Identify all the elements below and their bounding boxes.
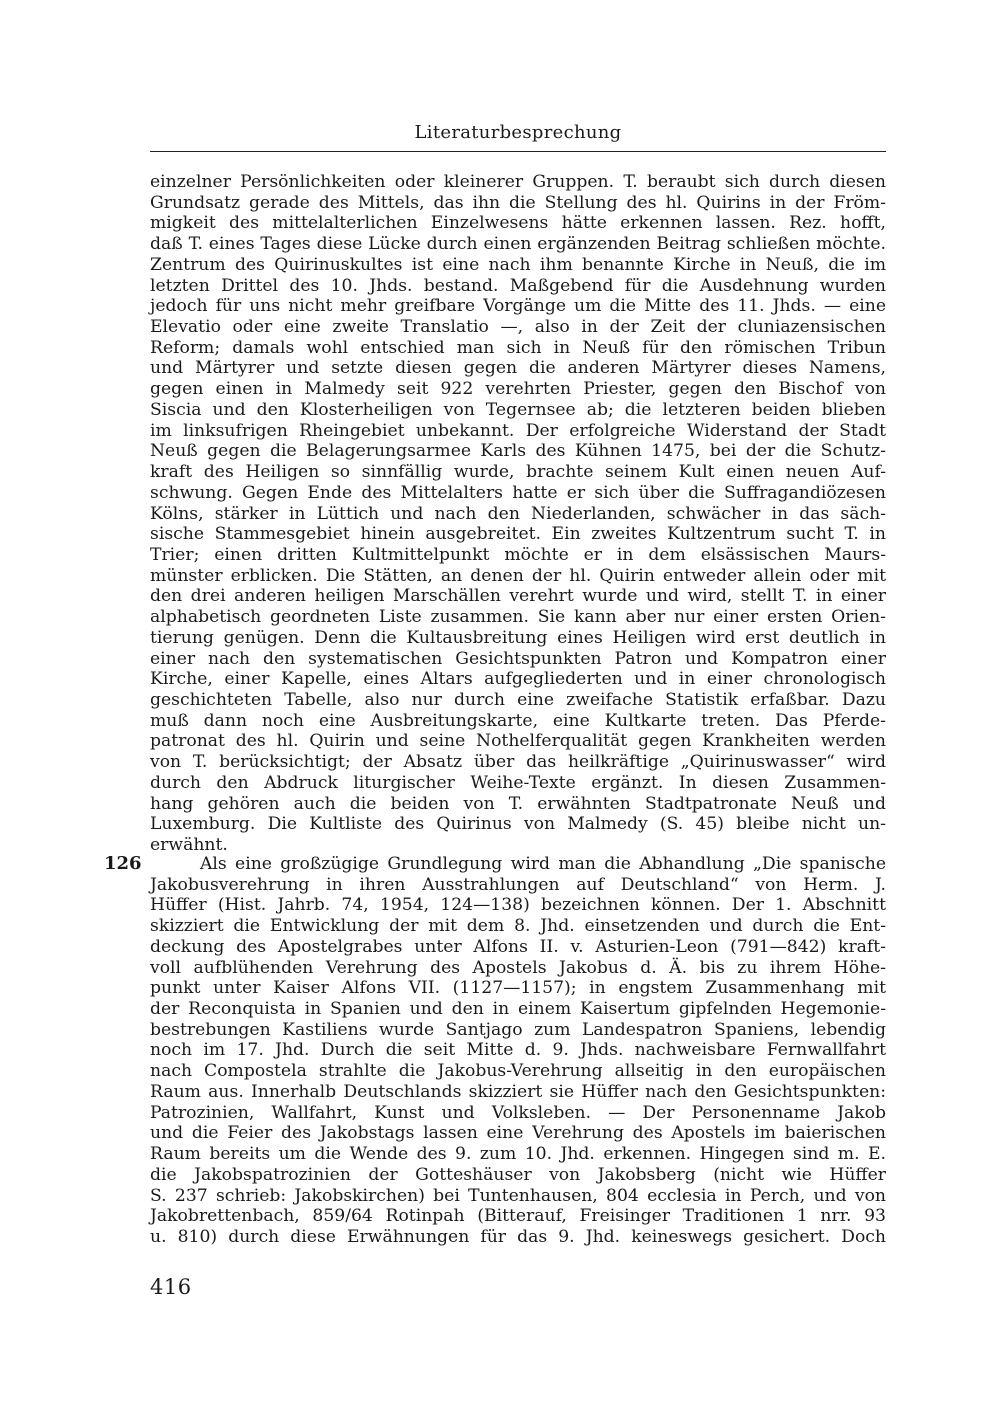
text-line: Elevatio oder eine zweite Translatio —, also in der Zeit der cluniazensischen xyxy=(150,317,886,338)
text-line: daß T. eines Tages diese Lücke durch einen ergänzenden Beitrag schließen möchte. xyxy=(150,234,886,255)
text-line: Siscia und den Klosterheiligen von Tegernsee ab; die letzteren beiden blieben xyxy=(150,399,886,420)
text-line: Jakobrettenbach, 859/64 Rotinpah (Bitterauf, Freisinger Traditionen 1 nrr. 93 xyxy=(150,1206,886,1227)
paragraph-jakobus-review xyxy=(150,854,886,1248)
text-line: kraft des Heiligen so sinnfällig wurde, brachte seinem Kult einen neuen Auf- xyxy=(150,462,886,483)
text-line: Luxemburg. Die Kultliste des Quirinus von Malmedy (S. 45) bleibe nicht un- xyxy=(150,814,886,835)
text-line: erwähnt. xyxy=(150,835,228,855)
text-line: Raum bereits um die Wende des 9. zum 10. Jhd. erkennen. Hingegen sind m. E. xyxy=(150,1144,886,1165)
text-line: einzelner Persönlichkeiten oder kleinerer Gruppen. T. beraubt sich durch diesen xyxy=(150,172,886,192)
text-line: Kirche, einer Kapelle, eines Altars aufgegliederten und in einer chronologisch xyxy=(150,669,886,690)
text-line: einer nach den systematischen Gesichtspunkten Patron und Kompatron einer xyxy=(150,648,886,669)
text-line: die Jakobspatrozinien der Gotteshäuser von Jakobsberg (nicht wie Hüffer xyxy=(150,1164,886,1185)
text-line: deckung des Apostelgrabes unter Alfons II. v. Asturien-Leon (791—842) kraft- xyxy=(150,936,886,957)
text-line: hang gehören auch die beiden von T. erwähnten Stadtpatronate Neuß und xyxy=(150,793,886,814)
text-line: alphabetisch geordneten Liste zusammen. Sie kann aber nur einer ersten Orien- xyxy=(150,607,886,628)
text-line: Raum aus. Innerhalb Deutschlands skizziert sie Hüffer nach den Gesichtspunkten: xyxy=(150,1081,886,1102)
text-line: muß dann noch eine Ausbreitungskarte, eine Kultkarte treten. Das Pferde- xyxy=(150,710,886,731)
text-line: bestrebungen Kastiliens wurde Santjago zum Landespatron Spaniens, lebendig xyxy=(150,1019,886,1040)
text-line: nach Compostela strahlte die Jakobus-Verehrung allseitig in den europäischen xyxy=(150,1061,886,1082)
text-line: jedoch für uns nicht mehr greifbare Vorgänge um die Mitte des 11. Jhds. — eine xyxy=(150,296,886,317)
text-line: schwung. Gegen Ende des Mittelalters hatte er sich über die Suffragandiözesen xyxy=(150,482,886,503)
text-line: letzten Drittel des 10. Jhds. bestand. Maßgebend für die Ausdehnung wurden xyxy=(150,275,886,296)
text-line: skizziert die Entwicklung der mit dem 8. Jhd. einsetzenden und durch die Ent- xyxy=(150,916,886,937)
text-line: Reform; damals wohl entschied man sich in Neuß für den römischen Tribun xyxy=(150,337,886,358)
text-line: voll aufblühenden Verehrung des Apostels Jakobus d. Ä. bis zu ihrem Höhe- xyxy=(150,957,886,978)
text-line: im linksufrigen Rheingebiet unbekannt. Der erfolgreiche Widerstand der Stadt xyxy=(150,420,886,441)
header-rule xyxy=(150,151,886,152)
text-line: von T. berücksichtigt; der Absatz über das heilkräftige „Quirinuswasser“ wird xyxy=(150,752,886,773)
text-line: Patrozinien, Wallfahrt, Kunst und Volksleben. — Der Personenname Jakob xyxy=(150,1102,886,1123)
text-line: sische Stammesgebiet hinein ausgebreitet. Ein zweites Kultzentrum sucht T. in xyxy=(150,524,886,545)
text-line: münster erblicken. Die Stätten, an denen der hl. Quirin entweder allein oder mit xyxy=(150,565,886,586)
text-line: den drei anderen heiligen Marschällen verehrt wurde und wird, stellt T. in einer xyxy=(150,586,886,607)
text-line: punkt unter Kaiser Alfons VII. (1127—1157); in engstem Zusammenhang mit xyxy=(150,978,886,999)
text-line: Neuß gegen die Belagerungsarmee Karls des Kühnen 1475, bei der die Schutz- xyxy=(150,441,886,462)
text-line: Hüffer (Hist. Jahrb. 74, 1954, 124—138) bezeichnen können. Der 1. Abschnitt xyxy=(150,895,886,916)
text-line: und Märtyrer und setzte diesen gegen die anderen Märtyrer dieses Namens, xyxy=(150,358,886,379)
text-line: Zentrum des Quirinuskultes ist eine nach ihm benannte Kirche in Neuß, die im xyxy=(150,254,886,275)
text-line: Trier; einen dritten Kultmittelpunkt möchte er in dem elsässischen Maurs- xyxy=(150,544,886,565)
text-line: patronat des hl. Quirin und seine Nothelferqualität gegen Krankheiten werden xyxy=(150,731,886,752)
text-line: durch den Abdruck liturgischer Weihe-Texte ergänzt. In diesen Zusammen- xyxy=(150,772,886,793)
paragraph-quirinus-review xyxy=(150,172,886,856)
text-line: und die Feier des Jakobstags lassen eine Verehrung des Apostels im baierischen xyxy=(150,1123,886,1144)
text-line: migkeit des mittelalterlichen Einzelwesens hätte erkennen lassen. Rez. hofft, xyxy=(150,213,886,234)
running-header: Literaturbesprechung xyxy=(414,122,622,143)
text-line: u. 810) durch diese Erwähnungen für das 9. Jhd. keineswegs gesichert. Doch xyxy=(150,1226,886,1247)
page-number: 416 xyxy=(150,1275,192,1299)
text-line: noch im 17. Jhd. Durch die seit Mitte d. 9. Jhds. nachweisbare Fernwallfahrt xyxy=(150,1040,886,1061)
text-line: gegen einen in Malmedy seit 922 verehrten Priester, gegen den Bischof von xyxy=(150,379,886,400)
text-line: geschichteten Tabelle, also nur durch eine zweifache Statistik erfaßbar. Dazu xyxy=(150,689,886,710)
text-line: S. 237 schrieb: Jakobskirchen) bei Tuntenhausen, 804 ecclesia in Perch, und von xyxy=(150,1185,886,1206)
text-line: Als eine großzügige Grundlegung wird man die Abhandlung „Die spanische xyxy=(200,854,886,874)
text-line: Grundsatz gerade des Mittels, das ihn die Stellung des hl. Quirins in der Fröm- xyxy=(150,192,886,213)
text-line: tierung genügen. Denn die Kultausbreitung eines Heiligen wird erst deutlich in xyxy=(150,627,886,648)
text-line: der Reconquista in Spanien und den in einem Kaisertum gipfelnden Hegemonie- xyxy=(150,999,886,1020)
entry-number: 126 xyxy=(104,853,142,874)
text-line: Kölns, stärker in Lüttich und nach den Niederlanden, schwächer in das säch- xyxy=(150,503,886,524)
text-line: Jakobusverehrung in ihren Ausstrahlungen auf Deutschland“ von Herm. J. xyxy=(150,874,886,895)
